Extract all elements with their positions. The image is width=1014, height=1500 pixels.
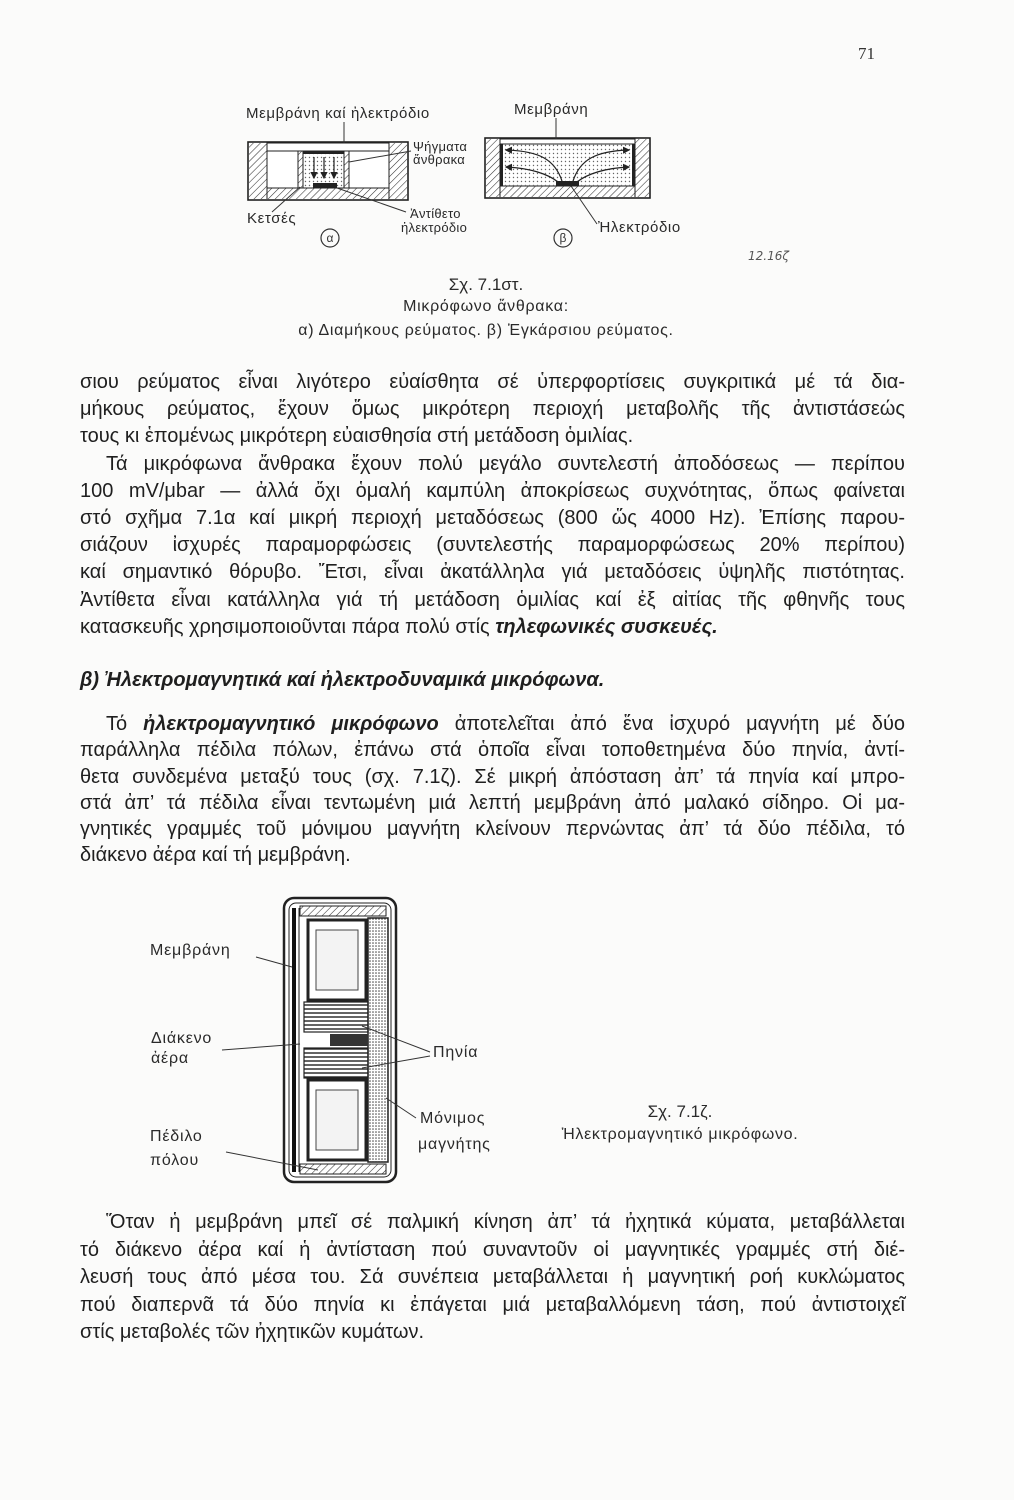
text-span: Τό [106,713,144,735]
leader-line [226,1152,318,1170]
label-counter-electrode-line2: ἠλεκτρόδιο [401,220,468,235]
text-line: σιάζουν ἰσχυρές παραμορφώσεις (συντελεστής παραμορφώσεως 20% περίπου) [80,534,905,557]
figure-7-1z-number: Σχ. 7.1ζ. [647,1102,713,1121]
figure-z-leader-lines [222,957,430,1170]
text-line [80,614,905,641]
housing-right-wall [389,143,407,199]
upper-coil-window [316,930,358,990]
housing-bottom [267,188,389,199]
electrode-shape [556,181,579,186]
text-line [80,711,905,737]
housing-outline [485,138,650,198]
emphasized-term: τηλεφωνικές συσκευές. [495,615,718,638]
leader-line [362,1056,430,1068]
housing-right-wall [635,139,649,197]
section-heading: β) Ἠλεκτρομαγνητικά καί ἠλεκτροδυναμικά μικρόφωνα. [80,669,605,691]
membrane-shape [500,139,635,144]
case-outline [284,898,396,1182]
label-membrane: Μεμβράνη [514,101,589,118]
label-counter-electrode-line1: Ἀντίθετο [410,206,461,221]
handwritten-note: 12.16ζ [748,249,789,263]
text-line: στό σχῆμα 7.1α καί μικρή περιοχή μεταδόσεως (800 ὥς 4000 Hz). Ἐπίσης παρου- [80,507,905,530]
text-line: στίς μεταβολές τῶν ἠχητικῶν κυμάτων. [80,1321,425,1343]
case-inner-outline [289,903,391,1177]
housing-outline [248,142,408,200]
text-line: Ὅταν ἡ μεμβράνη μπεῖ σέ παλμική κίνηση ἀπ’ τά ἠχητικά κύματα, μεταβάλλεται [106,1211,905,1233]
text-span: ἀποτελεῖται ἀπό ἕνα ἰσχυρό μαγνήτη μέ δύο [438,713,905,735]
label-air-gap-line2: ἀέρα [151,1050,189,1067]
label-permanent-magnet-line1: Μόνιμος [420,1110,486,1127]
paragraph-2 [80,711,905,869]
leader-line [272,187,300,212]
electromagnetic-mic-drawing [284,898,396,1182]
granules-region [303,151,344,188]
variant-a-marker: α [326,231,334,245]
leader-line [256,957,292,967]
leader-line [571,186,597,224]
leader-line [337,188,406,212]
center-core-shape [330,1034,368,1046]
figure-7-1st-description: α) Διαμήκους ρεύματος. β) Ἐγκάρσιου ρεύματος. [298,322,674,339]
text-line: μήκους ρεύματος, ἔχουν ὅμως μικρότερη περιοχή μεταβολῆς τῆς ἀντιστάσεώς [80,398,905,421]
paragraph-3 [80,1209,905,1347]
upper-pole-piece-shape [304,1002,368,1032]
text-line: τό διάκενο ἀέρα καί ἡ ἀντίσταση πού συναντοῦν οἱ μαγνητικές γραμμές στή διέ- [80,1238,905,1261]
label-air-gap-line1: Διάκενο [151,1030,213,1047]
figure-b-leader-lines [556,118,597,224]
lower-pole-piece-shape [304,1048,368,1078]
current-path [573,150,629,181]
lower-coil-window [316,1090,358,1150]
membrane-shape [267,143,389,151]
page-number: 71 [858,44,875,63]
figure-a-leader-lines [272,122,411,212]
label-permanent-magnet-line2: μαγνήτης [418,1136,491,1153]
label-pole-piece-line2: πόλου [150,1152,200,1169]
upper-coil-shape [308,920,366,1000]
leader-line [362,1026,430,1052]
paragraph-1 [80,369,905,641]
label-carbon-granules-line1: Ψήγματα [413,139,468,154]
label-membrane: Μεμβράνη [150,942,231,959]
text-line: στά ἀπ’ τά πέδιλα εἶναι τεντωμένη μιά λεπτή μεμβράνη ἀπό μαλακό σίδηρο. Οἱ μα- [80,791,905,814]
label-carbon-granules-line2: ἄνθρακα [413,152,466,167]
figure-7-1z-title: Ἠλεκτρομαγνητικό μικρόφωνο. [561,1126,799,1143]
granules-region [500,144,635,186]
housing-bottom [500,186,635,197]
text-line: παράλληλα πέδιλα πόλων, ἐπάνω στά ὁποῖα εἶναι τοποθετημένα δύο πηνία, ἀντί- [80,739,905,762]
counter-electrode-shape [313,183,337,188]
current-path [506,150,562,181]
label-coils: Πηνία [433,1044,479,1061]
felt-ring-right [344,151,349,188]
text-line: καί σημαντικό θόρυβο. Ἔτσι, εἶναι ἀκατάλληλα γιά μεταδόσεις ὑψηλῆς πιστότητας. [80,561,905,584]
permanent-magnet-shape [368,918,388,1162]
text-line: τους κι ἑπομένως μικρότερη εὐαισθησία στή μετάδοση ὁμιλίας. [80,425,634,448]
text-line: Ἀντίθετα εἶναι κατάλληλα γιά τή μετάδοση ὁμιλίας καί ἐξ αἰτίας τῆς φθηνῆς τους [80,588,905,611]
leader-line [386,1098,416,1118]
text-span: κατασκευῆς χρησιμοποιοῦνται πάρα πολύ στίς [80,615,496,638]
text-line: θετα συνδεμένα μεταξύ τους (σχ. 7.1ζ). Σέ μικρή ἀπόσταση ἀπ’ τά πηνία καί μπρο- [80,765,905,788]
bottom-wall [300,1164,386,1174]
text-line: πού διαπερνᾶ τά δύο πηνία κι ἐπάγεται μιά μεταβαλλόμενη τάση, πού ἀντιστοιχεῖ [80,1293,905,1316]
figure-7-1st-number: Σχ. 7.1στ. [448,275,524,294]
label-membrane-and-electrode: Μεμβράνη καί ἠλεκτρόδιο [246,105,430,122]
leader-line [222,1044,300,1050]
label-felt: Κετσές [247,210,297,227]
text-line: 100 mV/μbar — ἀλλά ὄχι ὁμαλή καμπύλη ἀποκρίσεως συχνότητας, ὅπως φαίνεται [80,479,905,502]
leader-line [349,151,411,162]
side-electrode-left [500,144,503,186]
text-line: διάκενο ἀέρα καί τή μεμβράνη. [80,844,351,867]
current-path [577,167,629,182]
emphasized-term: ἠλεκτρομαγνητικό μικρόφωνο [143,713,439,735]
carbon-mic-longitudinal-drawing [248,142,408,200]
figure-7-1st-title: Μικρόφωνο ἄνθρακα: [403,298,569,315]
text-line: γνητικές γραμμές τοῦ μόνιμου μαγνήτη κλείνουν περνώντας ἀπ’ τά δύο πέδιλα, τό [80,818,905,841]
housing-left-wall [249,143,267,199]
label-pole-piece-line1: Πέδιλο [150,1128,203,1145]
label-electrode: Ἠλεκτρόδιο [598,219,681,236]
side-electrode-right [632,144,635,186]
text-line: Τά μικρόφωνα ἄνθρακα ἔχουν πολύ μεγάλο συντελεστή ἀποδόσεως — περίπου [106,452,905,475]
variant-b-marker: β [559,231,567,245]
current-path [506,167,558,182]
lower-coil-shape [308,1080,366,1160]
felt-ring-left [298,151,303,188]
front-electrode-shape [303,151,344,154]
top-wall [300,906,386,916]
text-line: λευσή τους ἀπό μέσα του. Σά συνέπεια μεταβάλλεται ἡ μαγνητική ροή κυκλώματος [80,1266,905,1288]
carbon-mic-transverse-drawing [485,138,650,198]
housing-left-wall [486,139,500,197]
text-line: σιου ρεύματος εἶναι λιγότερο εὐαίσθητα σέ ὑπερφορτίσεις συγκριτικά μέ τά δια- [80,371,905,393]
